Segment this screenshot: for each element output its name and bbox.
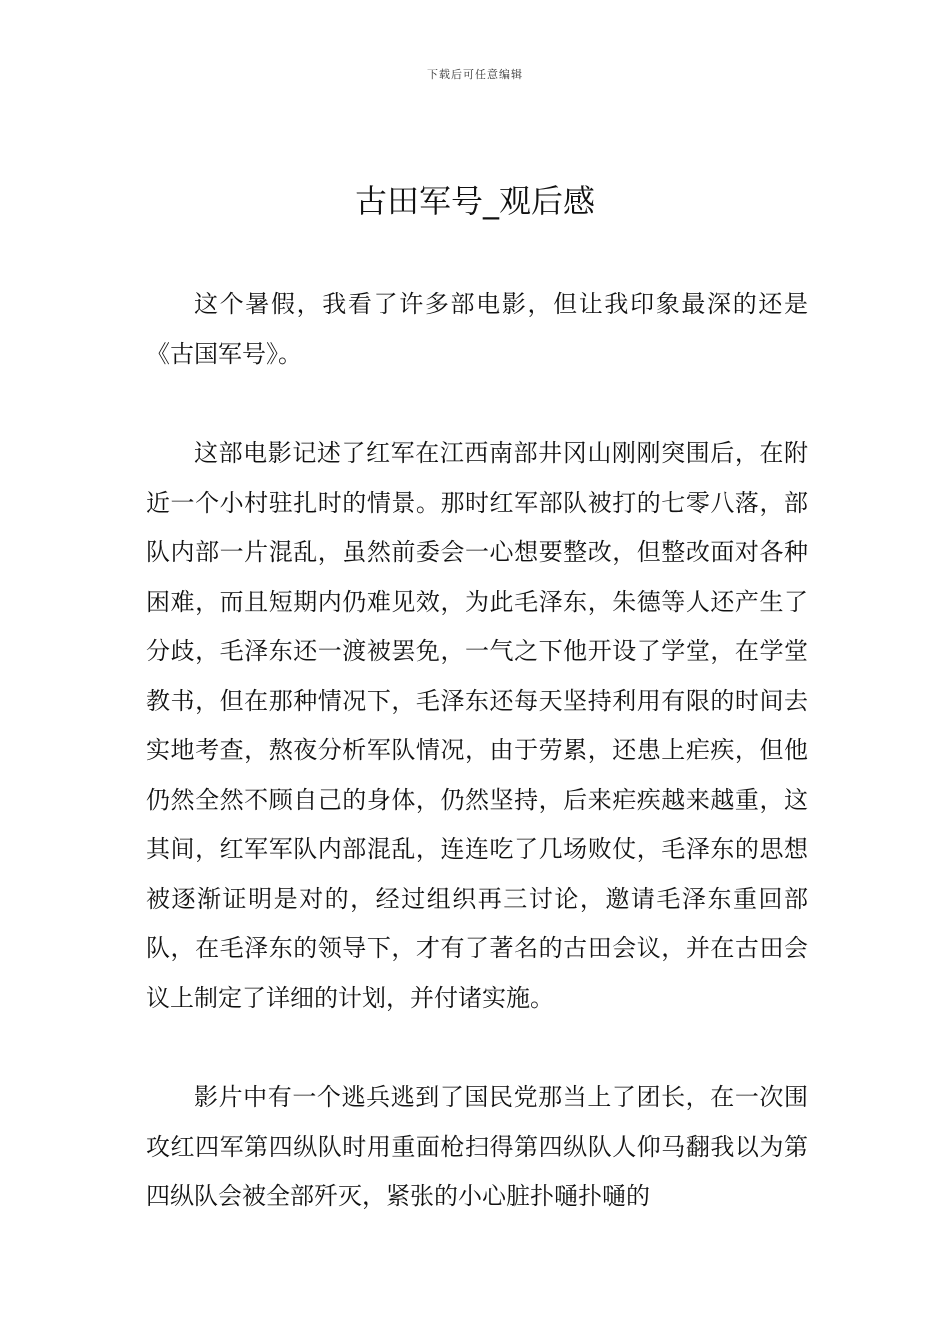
paragraph-2: 这部电影记述了红军在江西南部井冈山刚刚突围后，在附近一个小村驻扎时的情景。那时红军部队被打的七零八落，部队内部一片混乱，虽然前委会一心想要整改，但整改面对各种困难，而且短期内仍难见效，为此毛泽东，朱德等人还产生了分歧，毛泽东还一渡被罢免，一气之下他开设了学堂，在学堂教书，但在那种情况下，毛泽东还每天坚持利用有限的时间去实地考查，熬夜分析军队情况，由于劳累，还患上疟疾，但他仍然全然不顾自己的身体，仍然坚持，后来疟疾越来越重，这其间，红军军队内部混乱，连连吃了几场败仗，毛泽东的思想被逐渐证明是对的，经过组织再三讨论，邀请毛泽东重回部队，在毛泽东的领导下，才有了著名的古田会议，并在古田会议上制定了详细的计划，并付诸实施。 — [146, 439, 808, 1012]
paragraph-1: 这个暑假，我看了许多部电影，但让我印象最深的还是《古国军号》。 — [146, 290, 808, 368]
document-body — [146, 280, 808, 1272]
paragraph-3: 影片中有一个逃兵逃到了国民党那当上了团长，在一次围攻红四军第四纵队时用重面枪扫得第四纵队人仰马翻我以为第四纵队会被全部歼灭，紧张的小心脏扑嗵扑嗵的 — [146, 1083, 808, 1210]
document-title: 古田军号_观后感 — [354, 182, 595, 220]
page-header-note: 下载后可任意编辑 — [427, 68, 523, 81]
